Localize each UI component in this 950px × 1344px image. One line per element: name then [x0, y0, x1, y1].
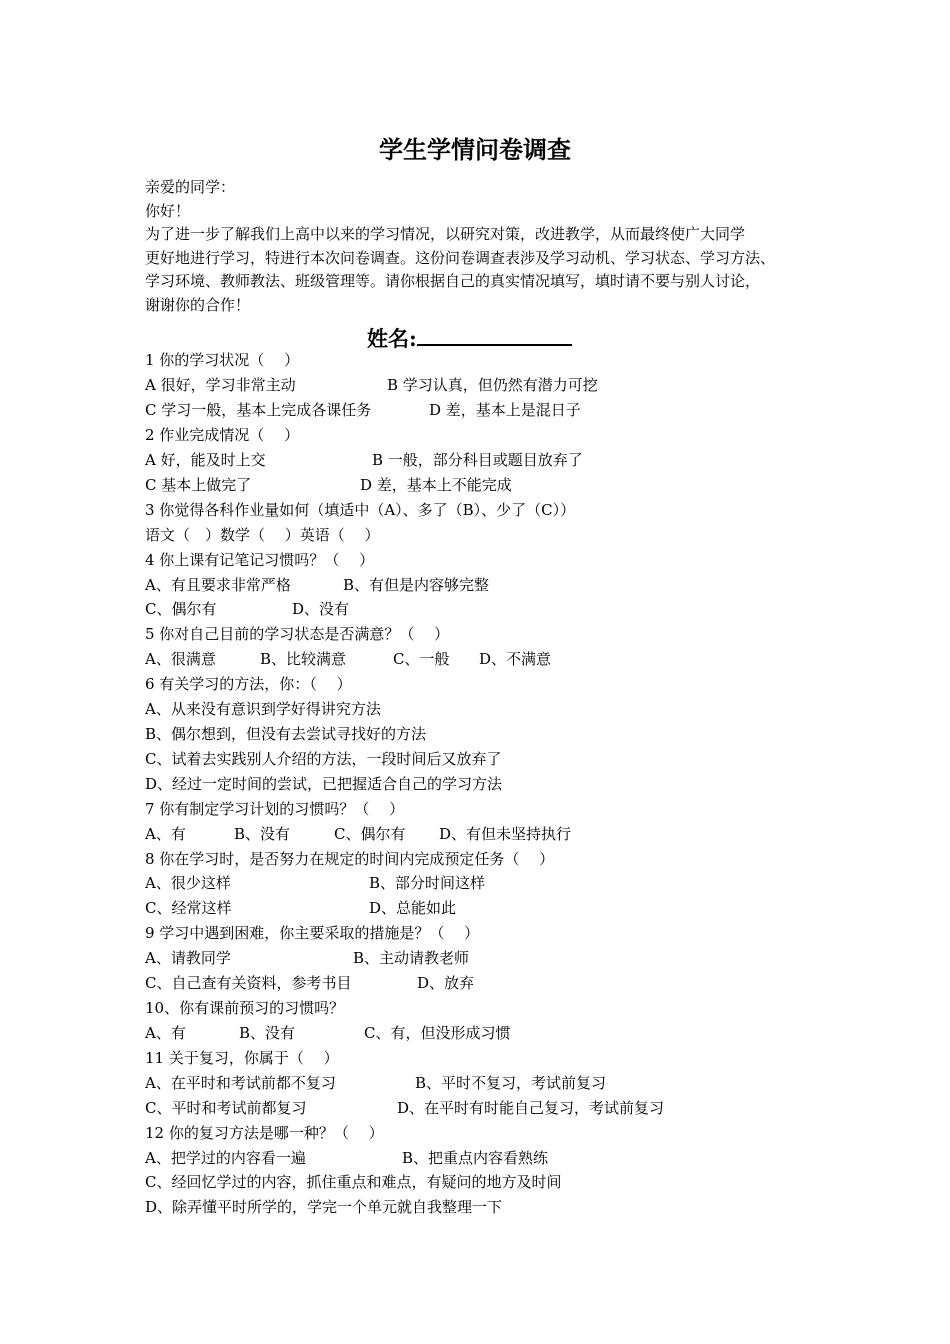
question-line: [145, 822, 835, 846]
intro-line: 更好地进行学习，特进行本次问卷调查。这份问卷调查表涉及学习动机、学习状态、学习方法、: [145, 248, 776, 267]
line-text: 5 你对自己目前的学习状态是否满意？（ ）: [145, 625, 450, 643]
question-line: [145, 448, 835, 472]
intro-line: 谢谢你的合作！: [145, 295, 251, 314]
line-text: 11 关于复习，你属于（ ）: [145, 1049, 339, 1067]
line-text: 10、你有课前预习的习惯吗？: [145, 999, 345, 1017]
line-text: C、试着去实践别人介绍的方法，一段时间后又放弃了: [145, 750, 502, 768]
question-line: [145, 373, 835, 397]
intro-paragraph: [145, 176, 835, 318]
question-stem: [145, 996, 835, 1020]
line-text: 语文（ ）数学（ ）英语（ ）: [145, 526, 380, 544]
answer-option[interactable]: B 学习认真，但仍然有潜力可挖: [387, 376, 598, 394]
question-line: [145, 1021, 835, 1045]
intro-line: 为了进一步了解我们上高中以来的学习情况，以研究对策，改进教学，从而最终使广大同学: [145, 225, 746, 244]
answer-option[interactable]: C、偶尔有: [334, 825, 406, 843]
answer-option[interactable]: D、放弃: [417, 974, 475, 992]
answer-option[interactable]: D 差，基本上不能完成: [360, 476, 512, 494]
line-text: 12 你的复习方法是哪一种？（ ）: [145, 1124, 384, 1142]
answer-option[interactable]: A、有且要求非常严格: [145, 576, 291, 594]
question-line: [145, 896, 835, 920]
answer-option[interactable]: B、主动请教老师: [353, 949, 470, 967]
answer-option[interactable]: B、平时不复习，考试前复习: [415, 1074, 607, 1092]
answer-option[interactable]: C 学习一般，基本上完成各课任务: [145, 401, 372, 419]
question-stem: [145, 1046, 835, 1070]
intro-line: 学习环境、教师教法、班级管理等。请你根据自己的真实情况填写，填时请不要与别人讨论，: [145, 272, 761, 291]
line-text: B、偶尔想到，但没有去尝试寻找好的方法: [145, 725, 427, 743]
question-line: [145, 772, 835, 796]
question-line: [145, 946, 835, 970]
question-stem: [145, 921, 835, 945]
question-stem: [145, 548, 835, 572]
question-line: [145, 1096, 835, 1120]
question-stem: [145, 797, 835, 821]
answer-option[interactable]: D、在平时有时能自己复习，考试前复习: [397, 1099, 665, 1117]
question-line: [145, 573, 835, 597]
question-line: [145, 1195, 835, 1219]
line-text: 4 你上课有记笔记习惯吗？（ ）: [145, 551, 375, 569]
answer-option[interactable]: B、没有: [239, 1024, 296, 1042]
answer-option[interactable]: D、有但未坚持执行: [439, 825, 572, 843]
answer-option[interactable]: A、请教同学: [145, 949, 231, 967]
question-line: [145, 398, 835, 422]
answer-option[interactable]: D、不满意: [479, 650, 552, 668]
question-line: [145, 747, 835, 771]
question-line: [145, 473, 835, 497]
answer-option[interactable]: A、有: [145, 825, 186, 843]
answer-option[interactable]: C 基本上做完了: [145, 476, 252, 494]
line-text: 8 你在学习时，是否努力在规定的时间内完成预定任务（ ）: [145, 850, 555, 868]
answer-option[interactable]: D、没有: [292, 600, 350, 618]
answer-option[interactable]: A、很满意: [145, 650, 216, 668]
question-line: [145, 1146, 835, 1170]
answer-option[interactable]: C、经常这样: [145, 899, 232, 917]
name-blank-line[interactable]: [417, 322, 572, 346]
answer-option[interactable]: D、总能如此: [369, 899, 457, 917]
answer-option[interactable]: A、有: [145, 1024, 186, 1042]
answer-option[interactable]: C、有，但没形成习惯: [364, 1024, 511, 1042]
answer-option[interactable]: B 一般，部分科目或题目放弃了: [372, 451, 583, 469]
line-text: 2 作业完成情况（ ）: [145, 426, 300, 444]
intro-line: 亲爱的同学：: [145, 178, 236, 196]
question-line: [145, 971, 835, 995]
answer-option[interactable]: A、很少这样: [145, 874, 231, 892]
answer-option[interactable]: A 很好，学习非常主动: [145, 376, 296, 394]
line-text: 1 你的学习状况（ ）: [145, 351, 300, 369]
line-text: D、除弄懂平时所学的，学完一个单元就自我整理一下: [145, 1198, 503, 1216]
answer-option[interactable]: A、在平时和考试前都不复习: [145, 1074, 336, 1092]
answer-option[interactable]: A、把学过的内容看一遍: [145, 1149, 306, 1167]
answer-option[interactable]: D 差，基本上是混日子: [429, 401, 581, 419]
line-text: D、经过一定时间的尝试，已把握适合自己的学习方法: [145, 775, 503, 793]
line-text: 9 学习中遇到困难，你主要采取的措施是？（ ）: [145, 924, 480, 942]
answer-option[interactable]: B、部分时间这样: [369, 874, 486, 892]
question-line: [145, 1170, 835, 1194]
answer-option[interactable]: C、一般: [393, 650, 450, 668]
line-text: A、从来没有意识到学好得讲究方法: [145, 700, 381, 718]
question-line: [145, 697, 835, 721]
answer-option[interactable]: B、比较满意: [260, 650, 347, 668]
question-stem: [145, 498, 835, 522]
question-stem: [145, 348, 835, 372]
answer-option[interactable]: B、把重点内容看熟练: [402, 1149, 549, 1167]
question-line: [145, 647, 835, 671]
line-text: C、经回忆学过的内容，抓住重点和难点，有疑问的地方及时间: [145, 1173, 562, 1191]
answer-option[interactable]: B、没有: [234, 825, 291, 843]
question-line: [145, 523, 835, 547]
question-line: [145, 871, 835, 895]
answer-option[interactable]: B、有但是内容够完整: [343, 576, 490, 594]
question-stem: [145, 847, 835, 871]
name-label: 姓名:: [367, 326, 417, 351]
line-text: 7 你有制定学习计划的习惯吗？（ ）: [145, 800, 405, 818]
intro-line: 你好！: [145, 201, 191, 220]
question-stem: [145, 622, 835, 646]
question-line: [145, 1071, 835, 1095]
question-line: [145, 597, 835, 621]
question-stem: [145, 423, 835, 447]
answer-option[interactable]: C、平时和考试前都复习: [145, 1099, 307, 1117]
question-stem: [145, 1121, 835, 1145]
line-text: 6 有关学习的方法，你：（ ）: [145, 675, 352, 693]
answer-option[interactable]: C、自己查有关资料，参考书目: [145, 974, 352, 992]
answer-option[interactable]: A 好，能及时上交: [145, 451, 266, 469]
page-title: 学生学情问卷调查: [379, 135, 571, 164]
answer-option[interactable]: C、偶尔有: [145, 600, 217, 618]
line-text: 3 你觉得各科作业量如何（填适中（A）、多了（B）、少了（C））: [145, 501, 576, 519]
question-line: [145, 722, 835, 746]
question-stem: [145, 672, 835, 696]
